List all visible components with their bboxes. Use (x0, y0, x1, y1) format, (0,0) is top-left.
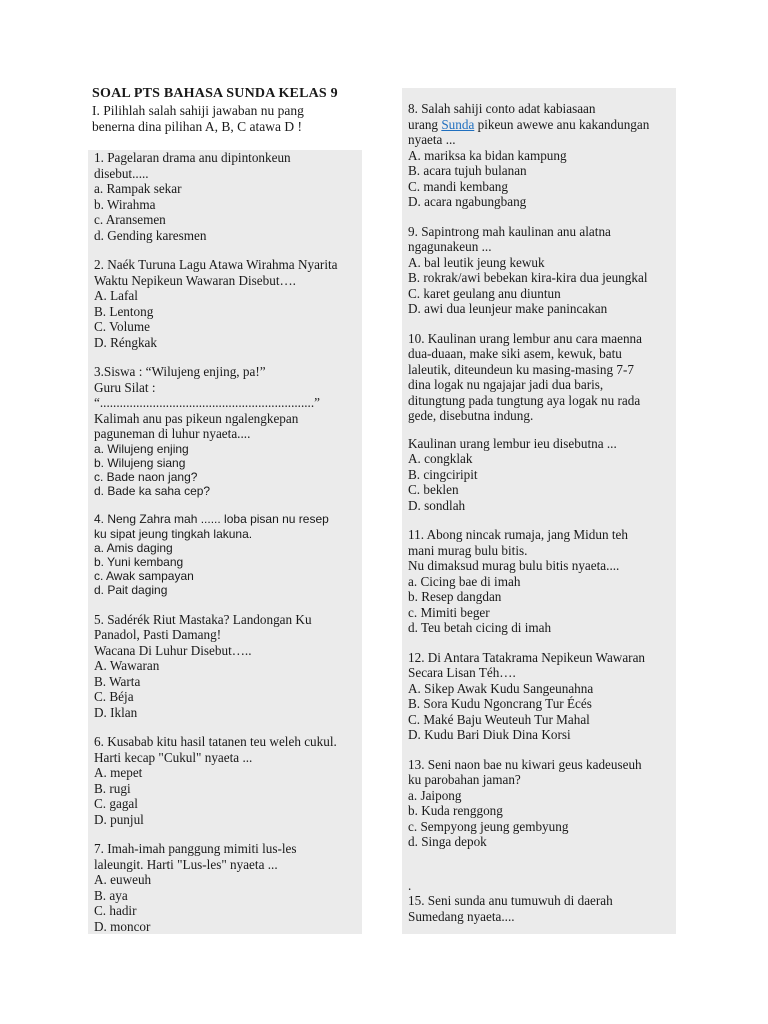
question-13 (408, 757, 670, 850)
question-text: mani murag bulu bitis. (408, 542, 528, 558)
answer-option: D. moncor (94, 918, 151, 934)
question-9 (408, 224, 670, 317)
question-text: dua-duaan, make siki asem, kewuk, batu (408, 346, 622, 361)
answer-option: d. Bade ka saha cep? (94, 484, 211, 499)
answer-option: A. mariksa ka bidan kampung (408, 147, 567, 163)
question-text: Waktu Nepikeun Wawaran Disebut…. (94, 272, 296, 288)
answer-option: C. Volume (94, 319, 150, 334)
question-text: Kalimah anu pas pikeun ngalengkepan (94, 410, 299, 426)
question-7 (94, 841, 356, 934)
answer-option: B. cingciripit (408, 466, 478, 482)
answer-option: D. sondlah (408, 497, 466, 513)
question-text: 15. Seni sunda anu tumuwuh di daerah (408, 893, 613, 908)
question-text: 4. Neng Zahra mah ...... loba pisan nu resep (94, 512, 329, 527)
question-text-fragment: pikeun awewe anu kakandungan (474, 116, 650, 132)
question-text: Guru Silat : (94, 379, 156, 395)
question-text: ditungtung pada tungtung aya logak nu rada (408, 392, 641, 408)
answer-option: b. Resep dangdan (408, 589, 502, 604)
question-text: 6. Kusabab kitu hasil tatanen teu weleh cukul. (94, 734, 337, 750)
answer-option: c. Awak sampayan (94, 569, 194, 584)
answer-option: A. bal leutik jeung kewuk (408, 254, 545, 270)
question-5 (94, 612, 356, 721)
answer-option: b. Wilujeng siang (94, 455, 186, 470)
question-text: 9. Sapintrong mah kaulinan anu alatna (408, 223, 611, 239)
question-text: 10. Kaulinan urang lembur anu cara maenna (408, 330, 642, 346)
answer-option: A. euweuh (94, 872, 152, 888)
question-text: Wacana Di Luhur Disebut….. (94, 642, 252, 658)
question-text: gede, disebutna indung. (408, 408, 534, 423)
answer-option: c. Bade naon jang? (94, 469, 198, 484)
left-question-column (88, 150, 362, 934)
question-text: 1. Pagelaran drama anu dipintonkeun (94, 150, 291, 165)
instruction-line: I. Pilihlah salah sahiji jawaban nu pang (92, 103, 304, 118)
answer-option: A. congklak (408, 451, 473, 466)
answer-option: D. punjul (94, 811, 144, 827)
question-1 (94, 150, 356, 243)
question-text: Harti kecap "Cukul" nyaeta ... (94, 749, 253, 765)
question-text: Sumedang nyaeta.... (408, 908, 515, 924)
answer-option: d. Pait daging (94, 583, 168, 598)
question-text: Kaulinan urang lembur ieu disebutna ... (408, 435, 617, 451)
answer-option: C. Maké Baju Weuteuh Tur Mahal (408, 711, 590, 727)
answer-option: B. rokrak/awi bebekan kira-kira dua jeungkal (408, 270, 648, 285)
answer-option: c. Mimiti beger (408, 604, 490, 620)
instruction (92, 103, 352, 135)
answer-option: b. Wirahma (94, 196, 156, 212)
question-12 (408, 650, 670, 743)
answer-option: C. Béja (94, 689, 134, 705)
answer-option: a. Cicing bae di imah (408, 573, 521, 589)
question-text: ku parobahan jaman? (408, 772, 521, 787)
answer-option: D. acara ngabungbang (408, 194, 527, 209)
answer-option: B. Lentong (94, 303, 154, 319)
answer-option: D. Iklan (94, 704, 138, 720)
question-3 (94, 364, 356, 498)
answer-option: d. Gending karesmen (94, 227, 207, 243)
answer-option: a. Jaipong (408, 787, 462, 803)
question-text: 7. Imah-imah panggung mimiti lus-les (94, 841, 297, 857)
question-10 (408, 331, 670, 514)
answer-option: C. hadir (94, 903, 137, 919)
question-text: 3.Siswa : “Wilujeng enjing, pa!” (94, 364, 266, 379)
answer-option: c. Aransemen (94, 212, 166, 227)
instruction-line: benerna dina pilihan A, B, C atawa D ! (92, 119, 302, 134)
question-text: 8. Salah sahiji conto adat kabiasaan (408, 101, 596, 116)
answer-option: b. Kuda renggong (408, 803, 503, 818)
question-6 (94, 734, 356, 827)
question-text: Panadol, Pasti Damang! (94, 627, 222, 643)
question-2 (94, 257, 356, 350)
answer-option: C. gagal (94, 796, 138, 812)
question-text: paguneman di luhur nyaeta.... (94, 426, 251, 441)
question-11 (408, 527, 670, 636)
answer-option: C. mandi kembang (408, 178, 508, 194)
answer-option: A. mepet (94, 765, 143, 781)
answer-option: b. Yuni kembang (94, 554, 184, 569)
answer-option: A. Wawaran (94, 658, 160, 674)
question-text-fragment: urang (408, 116, 442, 132)
answer-option: D. awi dua leunjeur make panincakan (408, 301, 608, 316)
question-text: “.................................................................” (94, 395, 321, 410)
answer-option: D. Réngkak (94, 334, 157, 350)
answer-option: d. Singa depok (408, 834, 487, 849)
answer-option: A. Sikep Awak Kudu Sangeunahna (408, 680, 594, 696)
question-text: 12. Di Antara Tatakrama Nepikeun Wawaran (408, 649, 646, 665)
answer-option: D. Kudu Bari Diuk Dina Korsi (408, 727, 571, 742)
question-text: ngagunakeun ... (408, 239, 492, 254)
answer-option: B. acara tujuh bulanan (408, 163, 527, 178)
question-text: 13. Seni naon bae nu kiwari geus kadeuseuh (408, 756, 642, 772)
answer-option: B. Sora Kudu Ngoncrang Tur Écés (408, 696, 592, 711)
answer-option: a. Amis daging (94, 540, 173, 555)
question-text: nyaeta ... (408, 132, 456, 147)
question-text (408, 117, 670, 133)
question-text: Nu dimaksud murag bulu bitis nyaeta.... (408, 558, 620, 573)
question-text: 5. Sadérék Riut Mastaka? Landongan Ku (94, 611, 312, 627)
sunda-link[interactable]: Sunda (441, 116, 475, 132)
stray-dot: . (408, 877, 412, 893)
answer-option: A. Lafal (94, 288, 138, 303)
question-text: disebut..... (94, 165, 149, 181)
question-text: laleutik, diteundeun ku masing-masing 7-7 (408, 361, 634, 377)
question-text: Secara Lisan Téh…. (408, 665, 516, 680)
answer-option: B. rugi (94, 780, 131, 796)
question-text: ku sipat jeung tingkah lakuna. (94, 526, 253, 541)
answer-option: c. Sempyong jeung gembyung (408, 818, 569, 834)
answer-option: a. Wilujeng enjing (94, 441, 189, 456)
answer-option: C. karet geulang anu diuntun (408, 285, 561, 301)
question-text: dina logak nu ngajajar jadi dua baris, (408, 377, 604, 392)
right-question-column (402, 88, 676, 934)
answer-option: d. Teu betah cicing di imah (408, 620, 552, 635)
answer-option: a. Rampak sekar (94, 181, 182, 196)
answer-option: B. Warta (94, 673, 141, 689)
question-text: laleungit. Harti "Lus-les" nyaeta ... (94, 856, 278, 872)
question-15 (408, 893, 670, 924)
answer-option: C. beklen (408, 482, 459, 497)
document-title: SOAL PTS BAHASA SUNDA KELAS 9 (92, 86, 338, 101)
question-text: 11. Abong nincak rumaja, jang Midun teh (408, 527, 628, 542)
question-4 (94, 512, 356, 597)
question-text: 2. Naék Turuna Lagu Atawa Wirahma Nyarita (94, 257, 338, 272)
answer-option: B. aya (94, 887, 128, 903)
question-8 (408, 101, 670, 210)
